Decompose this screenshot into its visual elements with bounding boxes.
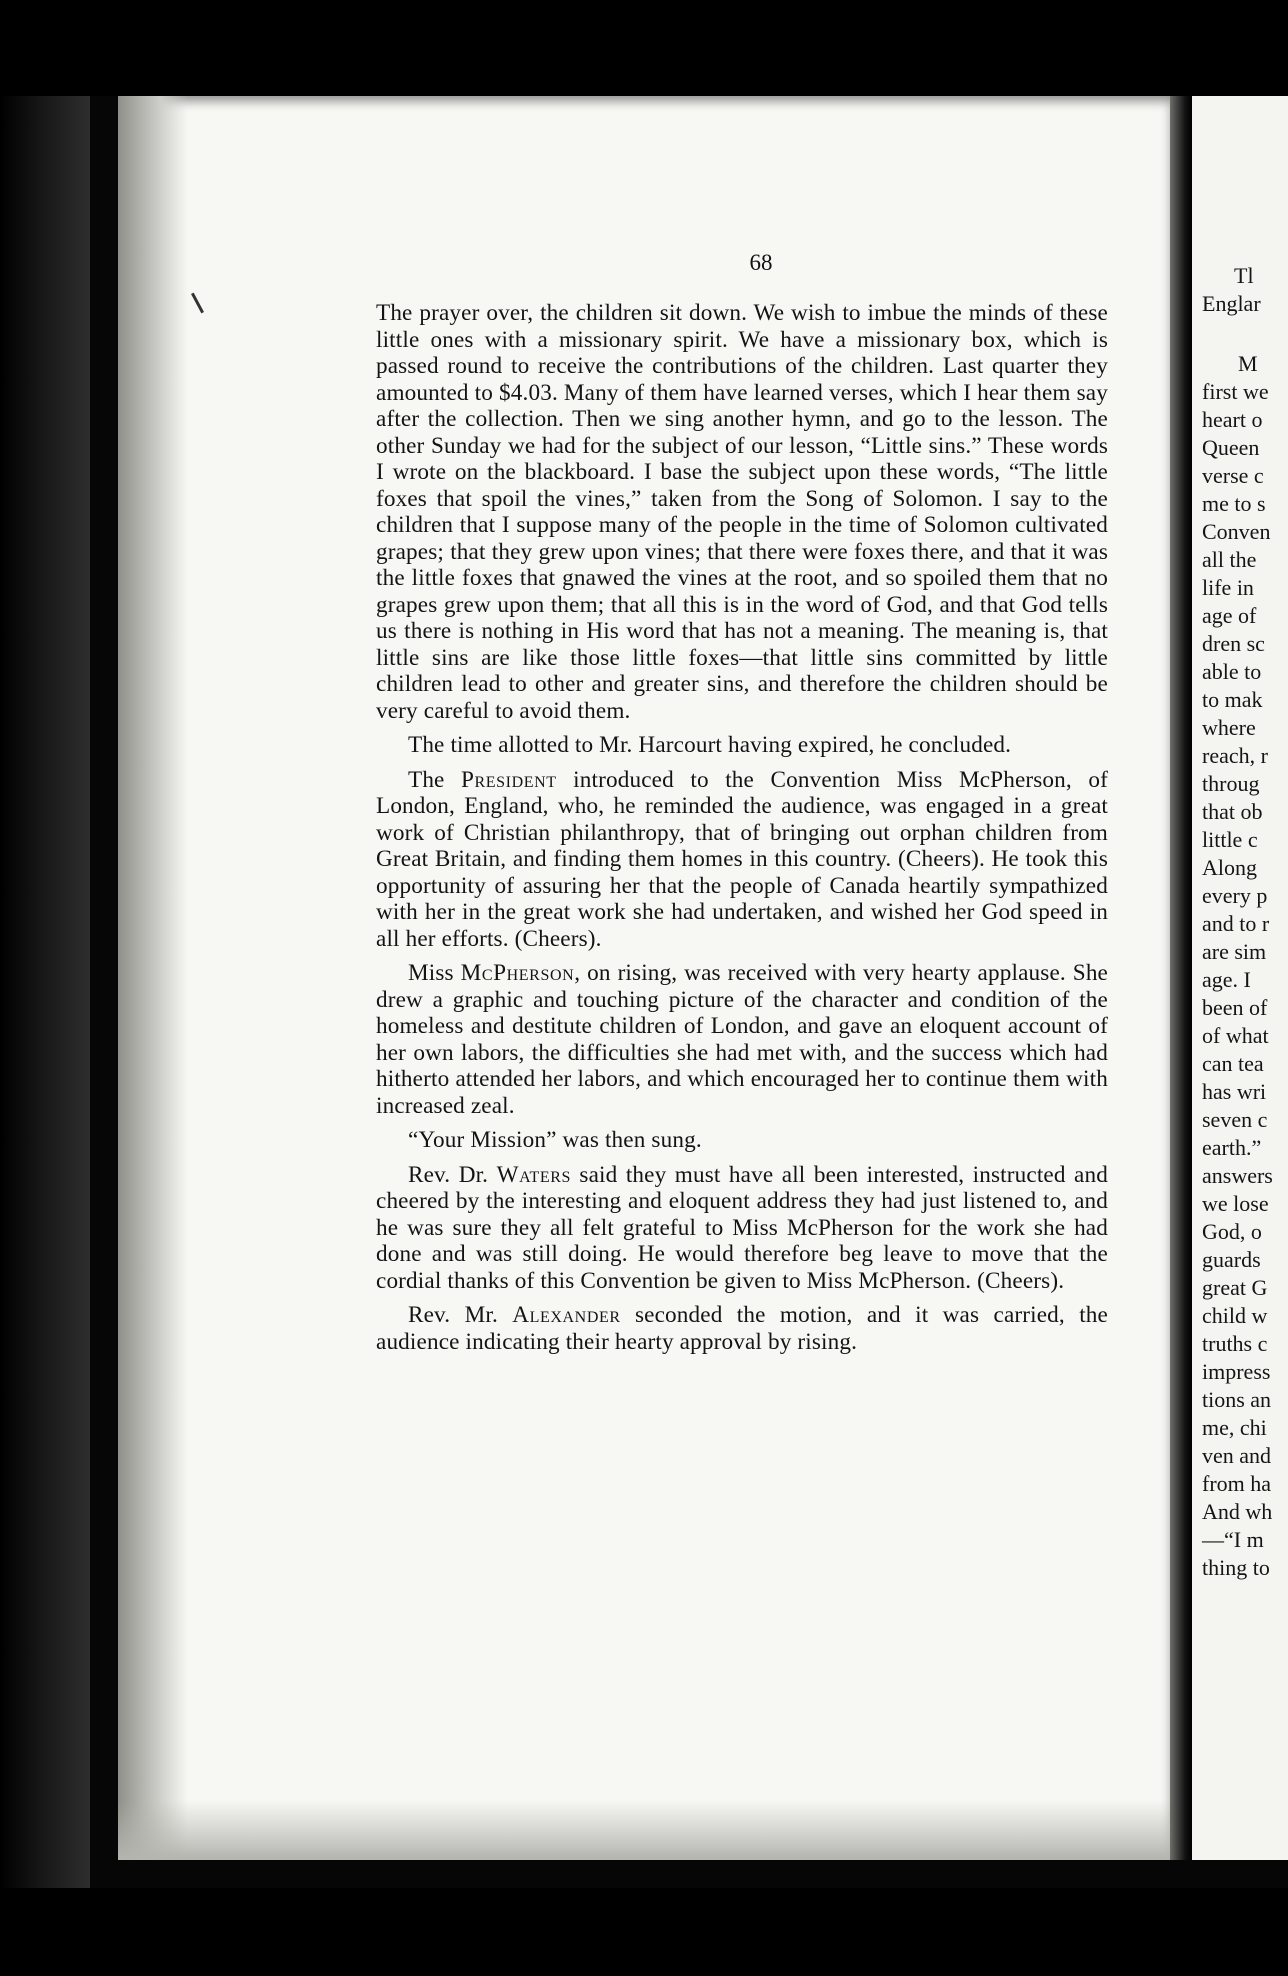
adjacent-page-line: answers bbox=[1202, 1163, 1273, 1188]
adjacent-page-line: we lose bbox=[1202, 1191, 1269, 1216]
paragraph-text: Rev. Dr. bbox=[408, 1161, 497, 1188]
adjacent-page-line: age. I bbox=[1202, 967, 1251, 992]
adjacent-page-line: been of bbox=[1202, 995, 1268, 1020]
page-number: 68 bbox=[749, 250, 773, 275]
adjacent-page-line: tions an bbox=[1202, 1387, 1272, 1412]
adjacent-page-fragment bbox=[1192, 96, 1288, 1860]
body-paragraph bbox=[376, 1127, 1108, 1154]
adjacent-page-line: child w bbox=[1202, 1303, 1268, 1328]
adjacent-page-line: dren sc bbox=[1202, 631, 1265, 656]
adjacent-page-line: Conven bbox=[1202, 519, 1271, 544]
paragraph-text: The bbox=[408, 766, 462, 793]
body-paragraph bbox=[376, 732, 1108, 759]
adjacent-page-line: me, chi bbox=[1202, 1415, 1267, 1440]
body-paragraph bbox=[376, 767, 1108, 953]
adjacent-page-line: God, o bbox=[1202, 1219, 1262, 1244]
speaker-name: Waters bbox=[496, 1161, 571, 1188]
speaker-name: McPherson bbox=[460, 960, 575, 986]
adjacent-page-line: guards bbox=[1202, 1247, 1261, 1272]
adjacent-page-line: great G bbox=[1202, 1275, 1268, 1300]
page-body-text bbox=[376, 300, 1108, 1363]
adjacent-page-line: Queen bbox=[1202, 435, 1260, 460]
adjacent-page-line: and to r bbox=[1202, 911, 1270, 936]
adjacent-page-line: M bbox=[1238, 351, 1258, 376]
adjacent-page-line: able to bbox=[1202, 659, 1262, 684]
adjacent-page-line: all the bbox=[1202, 547, 1257, 572]
paragraph-text: introduced to the Convention Miss McPherson, of London, England, who, he reminded the audience, was engaged in a great work of Christian philanthropy, that of bringing out orphan children from Great Britain, and finding them homes in this country. (Cheers). He took this opportunity of assuring her that the people of Canada heartily sympathized with her in the great work she had undertaken, and wished her God speed in all her efforts. (Cheers). bbox=[376, 766, 1108, 952]
adjacent-page-line: Englar bbox=[1202, 291, 1261, 316]
paragraph-text: , on rising, was received with very hearty applause. She drew a graphic and touching picture of the character and condition of the homeless and destitute children of London, and gave an eloquent account of her own labors, the difficulties she had met with, and the success which had hitherto attended her labors, and which encouraged her to continue them with increased zeal. bbox=[376, 960, 1109, 1119]
body-paragraph bbox=[376, 300, 1108, 724]
page-bottom-shadow bbox=[118, 1800, 1170, 1860]
body-paragraph bbox=[376, 1302, 1108, 1355]
adjacent-page-line: first we bbox=[1202, 379, 1269, 404]
adjacent-page-line: life in bbox=[1202, 575, 1254, 600]
adjacent-page-line: impress bbox=[1202, 1359, 1271, 1384]
adjacent-page-line: seven c bbox=[1202, 1107, 1268, 1132]
paragraph-text: seconded the motion, and it was carried, the audience indicating their hearty approval by rising. bbox=[376, 1302, 1108, 1355]
adjacent-page-line: age of bbox=[1202, 603, 1257, 628]
paragraph-text: The time allotted to Mr. Harcourt having expired, he concluded. bbox=[408, 732, 1012, 758]
adjacent-page-line: Along bbox=[1202, 855, 1257, 880]
paragraph-text: Rev. Mr. bbox=[408, 1302, 513, 1328]
adjacent-page-line: me to s bbox=[1202, 491, 1266, 516]
scan-top-border bbox=[0, 0, 1288, 96]
adjacent-page-line: thing to bbox=[1202, 1555, 1270, 1580]
adjacent-page-line: has wri bbox=[1202, 1079, 1267, 1104]
body-paragraph bbox=[376, 1162, 1108, 1295]
page-binding-shadow bbox=[118, 96, 188, 1860]
book-left-edge bbox=[0, 0, 90, 1976]
scan-bottom-border bbox=[0, 1888, 1288, 1976]
adjacent-page-line: heart o bbox=[1202, 407, 1263, 432]
book-gutter bbox=[1170, 96, 1192, 1860]
adjacent-page-line: ven and bbox=[1202, 1443, 1272, 1468]
paragraph-text: said they must have all been interested, instructed and cheered by the interesting and eloquent address they had just listened to, and he was sure they all felt grateful to Miss McPherson for the work she had done and was still doing. He would therefore beg leave to move that the cordial thanks of this Convention be given to Miss McPherson. (Cheers). bbox=[376, 1161, 1108, 1294]
adjacent-page-line: little c bbox=[1202, 827, 1258, 852]
adjacent-page-line: —“I m bbox=[1202, 1527, 1264, 1552]
adjacent-page-line: can tea bbox=[1202, 1051, 1264, 1076]
adjacent-page-line: are sim bbox=[1202, 939, 1267, 964]
body-paragraph bbox=[376, 960, 1108, 1119]
adjacent-page-line: earth.” bbox=[1202, 1135, 1262, 1160]
speaker-name: Alexander bbox=[512, 1302, 621, 1328]
speaker-name: President bbox=[461, 766, 557, 793]
paragraph-text: Miss bbox=[408, 960, 461, 986]
paragraph-text: The prayer over, the children sit down. We wish to imbue the minds of these little ones with a missionary spirit. We have a missionary box, which is passed round to receive the contributions of the children. Last quarter they amounted to $4.03. Many of them have learned verses, which I hear them say after the collection. Then we sing another hymn, and go to the lesson. The other Sunday we had for the subject of our lesson, “Little sins.” These words I wrote on the blackboard. I base the subject upon these words, “The little foxes that spoil the vines,” taken from the Song of Solomon. I say to the children that I suppose many of the people in the time of Solomon cultivated grapes; that they grew upon vines; that there were foxes there, and that it was the little foxes that gnawed the vines at the root, and so spoiled them that no grapes grew upon them; that all this is in the word of God, and that God tells us there is nothing in His word that has not a meaning. The meaning is, that little sins are like those little foxes—that little sins committed by little children lead to other and greater sins, and therefore the children should be very careful to avoid them. bbox=[376, 300, 1108, 724]
paragraph-text: “Your Mission” was then sung. bbox=[408, 1127, 702, 1153]
adjacent-page-line: that ob bbox=[1202, 799, 1263, 824]
adjacent-page-line: every p bbox=[1202, 883, 1268, 908]
adjacent-page-line: to mak bbox=[1202, 687, 1263, 712]
adjacent-page-line: And wh bbox=[1202, 1499, 1273, 1524]
adjacent-page-line: verse c bbox=[1202, 463, 1264, 488]
adjacent-page-line: where bbox=[1202, 715, 1256, 740]
adjacent-page-line: throug bbox=[1202, 771, 1260, 796]
adjacent-page-line: of what bbox=[1202, 1023, 1269, 1048]
adjacent-page-line: Tl bbox=[1234, 263, 1254, 288]
adjacent-page-line: reach, r bbox=[1202, 743, 1268, 768]
adjacent-page-line: truths c bbox=[1202, 1331, 1268, 1356]
adjacent-page-line: from ha bbox=[1202, 1471, 1272, 1496]
